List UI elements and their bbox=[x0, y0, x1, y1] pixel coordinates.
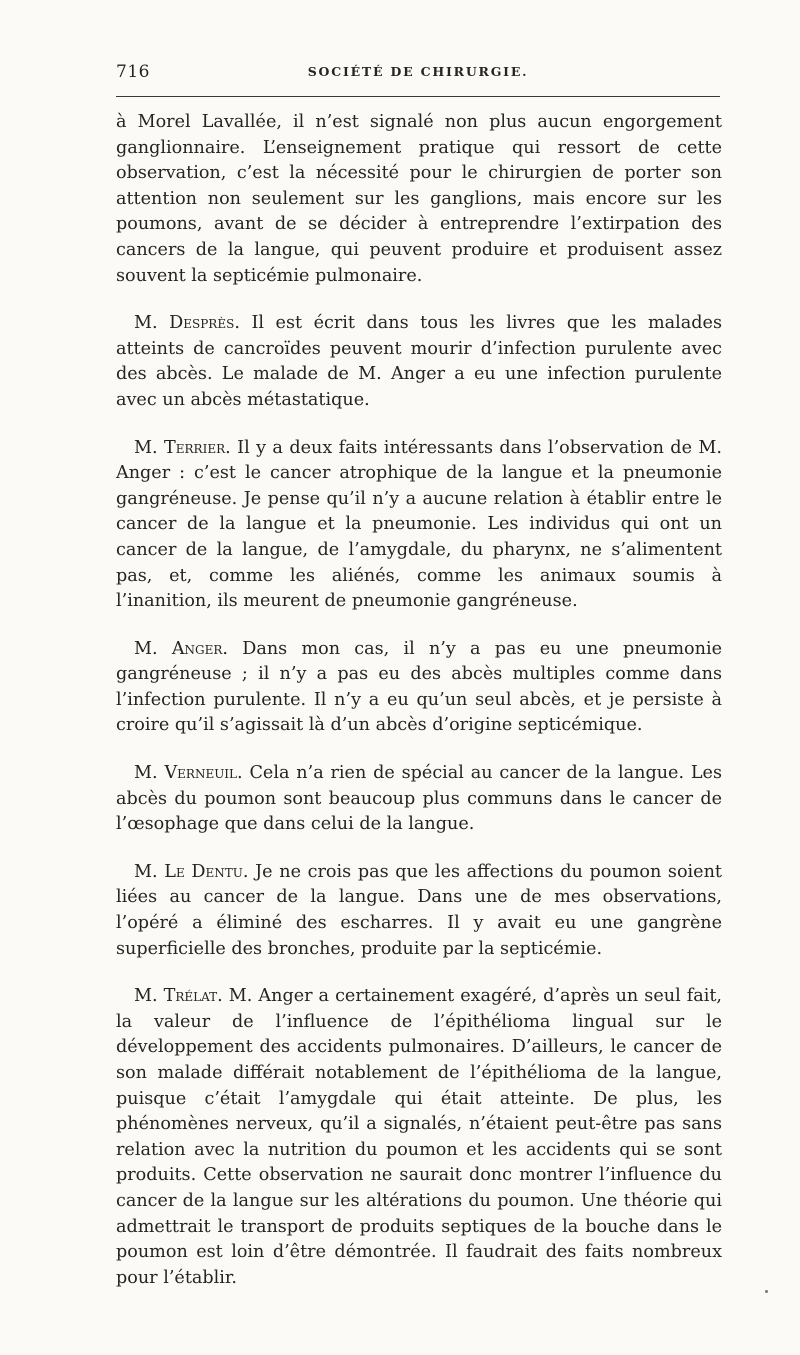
paragraph-terrier bbox=[116, 436, 722, 615]
speaker-prefix: M. bbox=[134, 861, 165, 882]
speaker-name: Terrier. bbox=[164, 437, 231, 458]
page-header bbox=[116, 62, 720, 86]
header-rule bbox=[116, 96, 720, 97]
paragraph-le-dentu bbox=[116, 860, 722, 962]
speaker-prefix: M. bbox=[134, 313, 170, 334]
paragraph-text: Dans mon cas, il n’y a pas eu une pneumonie gangréneuse ; il n’y a pas eu des abcès multiples comme dans l’infection purulente. Il n’y a eu qu’un seul abcès, et je persiste à croire qu’il s’agissait là d’un abcès d’origine septicémique. bbox=[116, 638, 723, 736]
speaker-prefix: M. bbox=[134, 638, 172, 659]
paragraph-text: à Morel Lavallée, il n’est signalé non plus aucun engorgement ganglionnaire. L’enseignement pratique qui ressort de cette observation, c’est la nécessité pour le chirurgien de porter son attention non seulement sur les ganglions, mais encore sur les poumons, avant de se décider à entreprendre l’extirpation des cancers de la langue, qui peuvent produire et produisent assez souvent la septicémie pulmonaire. bbox=[116, 112, 722, 286]
running-head: SOCIÉTÉ DE CHIRURGIE. bbox=[307, 64, 529, 79]
speaker-name: Anger. bbox=[171, 638, 229, 659]
paragraph-verneuil bbox=[116, 761, 722, 838]
paragraph-trelat bbox=[116, 984, 722, 1291]
speaker-prefix: M. bbox=[134, 437, 165, 458]
speaker-name: Desprès. bbox=[169, 313, 240, 334]
paragraph-text: M. Anger a certainement exagéré, d’après un seul fait, la valeur de l’influence de l’épithélioma lingual sur le développement des accidents pulmonaires. D’ailleurs, le cancer de son malade différait notablement de l’épithélioma de la langue, puisque c’était l’amygdale qui était atteinte. De plus, les phénomènes nerveux, qu’il a signalés, n’étaient peut-être pas sans relation avec la nutrition du poumon et les accidents qui se sont produits. Cette observation ne saurait donc montrer l’influence du cancer de la langue sur les altérations du poumon. Une théorie qui admettrait le transport de produits septiques de la bouche dans le poumon est loin d’être démontrée. Il faudrait des faits nombreux pour l’établir. bbox=[116, 986, 723, 1288]
page-body bbox=[116, 110, 722, 1313]
printing-speck bbox=[765, 1290, 768, 1293]
speaker-prefix: M. bbox=[134, 986, 164, 1007]
speaker-name: Verneuil. bbox=[164, 763, 243, 784]
paragraph-text: Il est écrit dans tous les livres que les malades atteints de cancroïdes peuvent mourir d’infection purulente avec des abcès. Le malade de M. Anger a eu une infection purulente avec un abcès métastatique. bbox=[116, 313, 722, 410]
paragraph-anger bbox=[116, 637, 722, 739]
speaker-name: Trélat. bbox=[163, 986, 223, 1007]
paragraph-despres bbox=[116, 311, 722, 413]
page-number: 716 bbox=[116, 62, 150, 82]
paragraph-text: Il y a deux faits intéressants dans l’observation de M. Anger : c’est le cancer atrophique de la langue et la pneumonie gangréneuse. Je pense qu’il n’y a aucune relation à établir entre le cancer de la langue et la pneumonie. Les individus qui ont un cancer de la langue, de l’amygdale, du pharynx, ne s’alimentent pas, et, comme les aliénés, comme les animaux soumis à l’inanition, ils meurent de pneumonie gangréneuse. bbox=[116, 437, 722, 612]
speaker-prefix: M. bbox=[134, 763, 165, 784]
paragraph-text: Je ne crois pas que les affections du poumon soient liées au cancer de la langue. Dans une de mes observations, l’opéré a éliminé des escharres. Il y avait eu une gangrène superficielle des bronches, produite par la septicémie. bbox=[116, 861, 722, 959]
paragraph-continuation bbox=[116, 110, 722, 289]
speaker-name: Le Dentu. bbox=[164, 861, 249, 882]
paragraph-text: Cela n’a rien de spécial au cancer de la langue. Les abcès du poumon sont beaucoup plus communs dans le cancer de l’œsophage que dans celui de la langue. bbox=[116, 763, 722, 835]
